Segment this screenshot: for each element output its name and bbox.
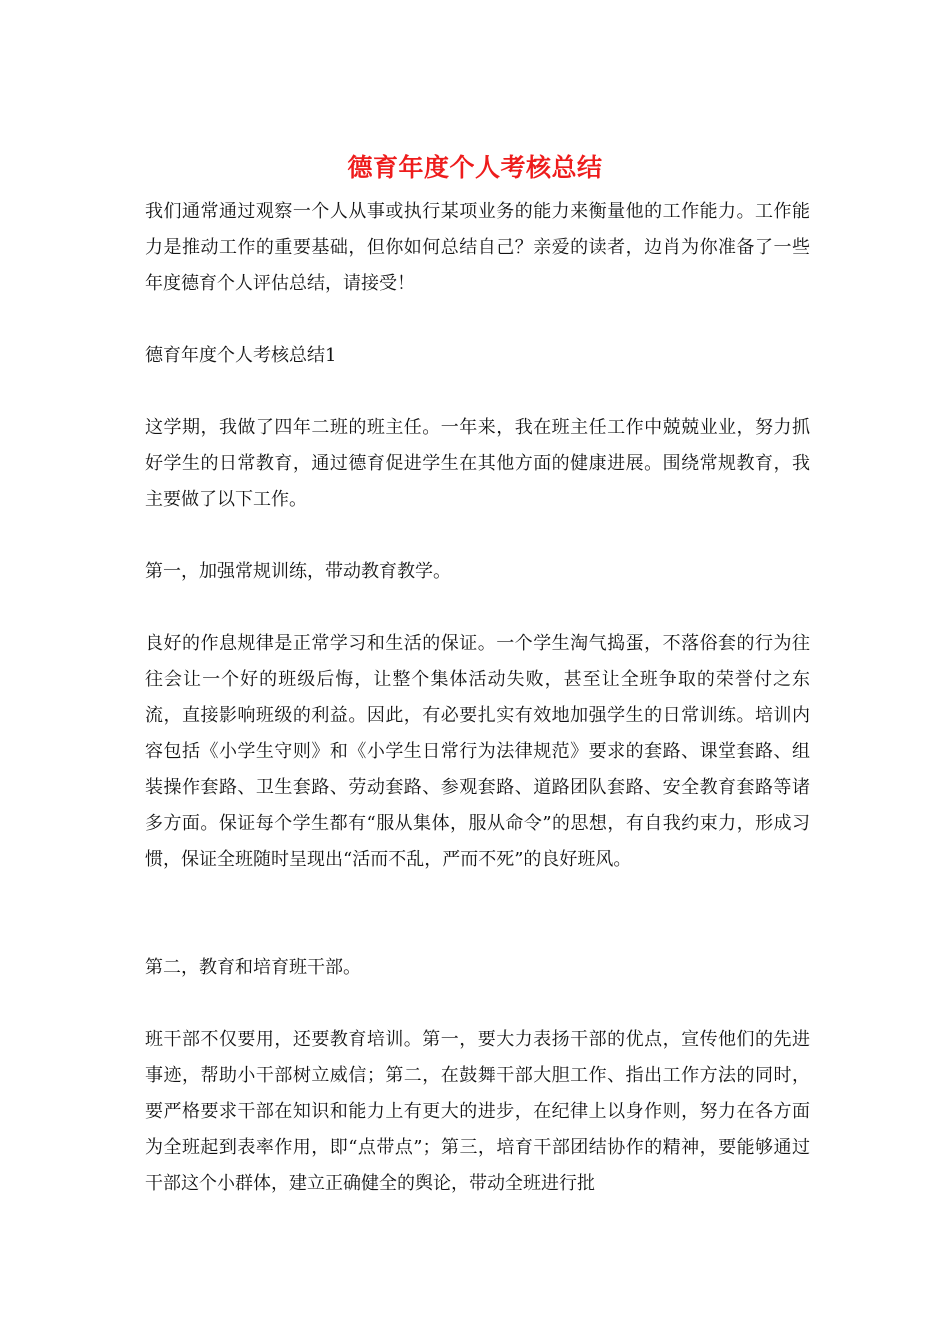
subheading-second: 第二，教育和培育班干部。: [145, 957, 361, 978]
document-title: 德育年度个人考核总结: [347, 153, 603, 182]
paragraph-class-cadres: 班干部不仅要用，还要教育培训。第一，要大力表扬干部的优点，宣传他们的先进事迹，帮助小干部树立威信；第二，在鼓舞干部大胆工作、指出工作方法的同时，要严格要求干部在知识和能力上有更大的进步，在纪律上以身作则，努力在各方面为全班起到表率作用，即“点带点”；第三，培育干部团结协作的精神，要能够通过干部这个小群体，建立正确健全的舆论，带动全班进行批: [145, 1029, 810, 1194]
paragraph-routine-training: 良好的作息规律是正常学习和生活的保证。一个学生淘气捣蛋，不落俗套的行为往往会让一个好的班级后悔，让整个集体活动失败，甚至让全班争取的荣誉付之东流，直接影响班级的利益。因此，有必要扎实有效地加强学生的日常训练。培训内容包括《小学生守则》和《小学生日常行为法律规范》要求的套路、课堂套路、组装操作套路、卫生套路、劳动套路、参观套路、道路团队套路、安全教育套路等诸多方面。保证每个学生都有“服从集体，服从命令”的思想，有自我约束力，形成习惯，保证全班随时呈现出“活而不乱，严而不死”的良好班风。: [145, 633, 810, 870]
section-heading-1: 德育年度个人考核总结1: [145, 345, 337, 366]
section-1-paragraph: 这学期，我做了四年二班的班主任。一年来，我在班主任工作中兢兢业业，努力抓好学生的日常教育，通过德育促进学生在其他方面的健康进展。围绕常规教育，我主要做了以下工作。: [145, 417, 810, 510]
subheading-first: 第一，加强常规训练，带动教育教学。: [145, 561, 451, 582]
intro-paragraph: 我们通常通过观察一个人从事或执行某项业务的能力来衡量他的工作能力。工作能力是推动工作的重要基础，但你如何总结自己？亲爱的读者，边肖为你准备了一些年度德育个人评估总结，请接受！: [145, 201, 810, 294]
